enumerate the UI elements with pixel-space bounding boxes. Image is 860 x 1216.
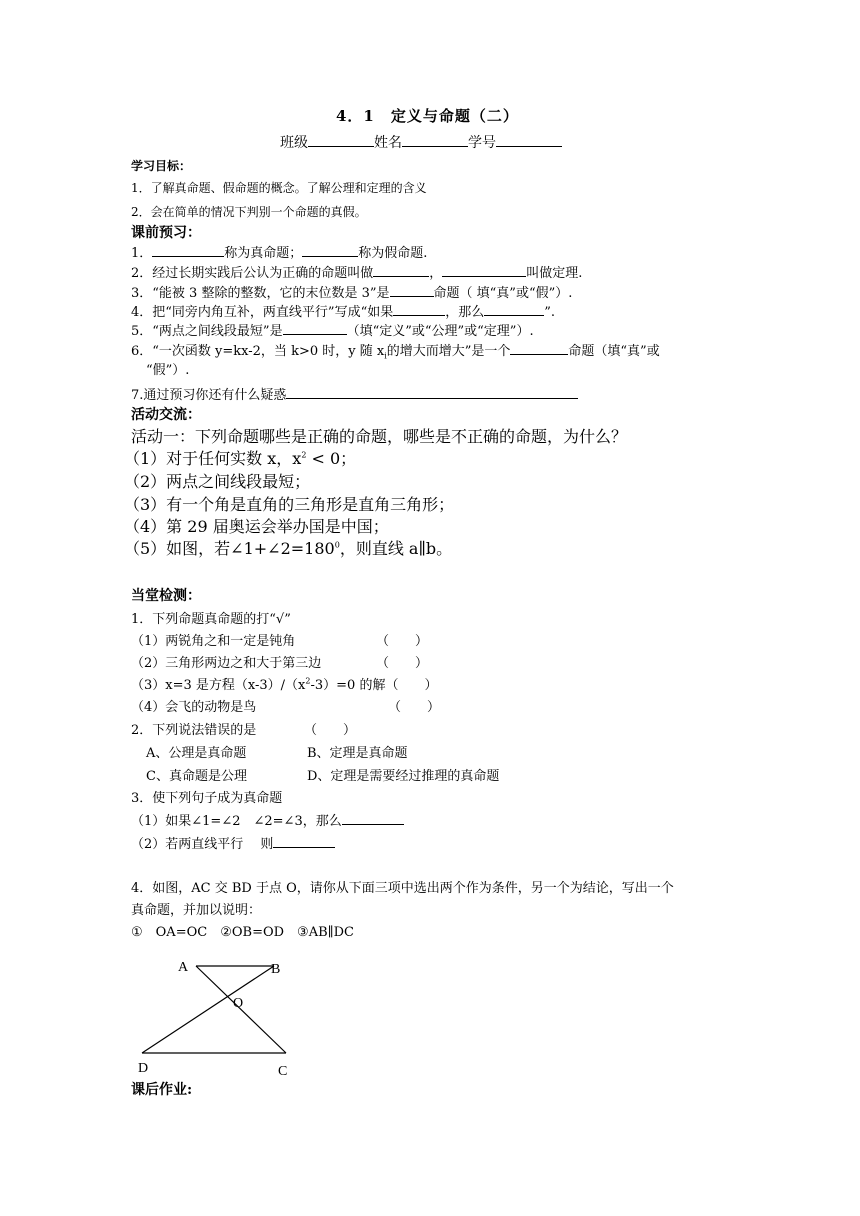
check-q2-option-a: A、公理是真命题 [146,746,247,761]
check-q4-line2: 真命题，并加以说明： [131,903,262,918]
preview-q3: 3．“能被 3 整除的整数，它的末位数是 3”是 命题（ 填“真”或“假”）. [131,286,573,301]
blank [373,264,429,277]
number-blank [496,134,562,147]
activity-item-3: （3）有一个角是直角的三角形是直角三角形； [124,495,455,514]
check-q4-options: ① OA=OC ②OB=OD ③AB∥DC [131,925,355,940]
check-q3-item-2: （2）若两直线平行 则 [131,833,335,852]
check-q2-option-d: D、定理是需要经过推理的真命题 [307,769,500,784]
blank [510,342,568,355]
check-q3-item-1: （1）如果∠1=∠2 ∠2=∠3，那么 [131,810,404,829]
preview-q5: 5．“两点之间线段最短”是 （填“定义”或“公理”或“定理”）. [131,324,534,339]
preview-q6: 6．“一次函数 y=kx-2，当 k>0 时，y 随 $x_i$的增大而增大”是一个 命题（填“真”或 [131,344,660,361]
activity-item-2: （2）两点之间线段最短； [124,472,311,491]
name-blank [402,134,468,147]
preview-heading: 课前预习： [131,225,201,241]
segment-bd [142,966,274,1053]
check-q2: 2．下列说法错误的是 [131,723,257,738]
blank [283,322,347,335]
label-a: A [178,960,189,975]
activity-item-5: （5）如图，若$\angle 1+\angle 2=180^0$，则直线 a∥b。 [124,539,453,558]
label-d: D [138,1061,149,1076]
check-q1-item-2-paren: （ ） [376,656,429,671]
preview-q7: 7.通过预习你还有什么疑惑 [131,384,578,403]
check-q1-item-1-paren: （ ） [376,634,429,649]
label-o: O [233,996,244,1011]
check-q1-item-1: （1）两锐角之和一定是钝角 [131,634,296,649]
blank [393,303,445,316]
homework-heading: 课后作业: [131,1082,193,1098]
check-q2-paren: （ ） [304,723,357,738]
check-q3: 3．使下列句子成为真命题 [131,791,283,806]
geometry-figure [130,952,310,1082]
page-title: 4．1 定义与命题（二） [336,107,519,125]
check-q1-item-4: （4）会飞的动物是鸟 [131,700,257,715]
class-blank [308,134,374,147]
preview-q4: 4．把“同旁内角互补，两直线平行”写成“如果 ，那么 ”. [131,305,556,320]
preview-q6-cont: “假”）. [146,363,190,378]
check-heading: 当堂检测： [131,588,201,604]
check-q4-line1: 4．如图，AC 交 BD 于点 O，请你从下面三项中选出两个作为条件，另一个为结论，写出一个 [131,881,674,896]
check-q2-option-b: B、定理是真命题 [307,746,408,761]
preview-q1: 1． 称为真命题； 称为假命题. [131,246,428,261]
activity-intro: 活动一：下列命题哪些是正确的命题，哪些是不正确的命题，为什么？ [131,427,628,446]
check-q1: 1．下列命题真命题的打“√” [131,612,291,627]
activity-heading: 活动交流： [131,407,201,423]
blank [390,284,434,297]
name-label: 姓名 [374,135,402,151]
goals-heading: 学习目标： [131,159,192,173]
blank [302,244,358,257]
goal-item-1: 1．了解真命题、假命题的概念。了解公理和定理的含义 [131,181,427,195]
blank [342,812,404,825]
blank [273,835,335,848]
label-c: C [278,1064,288,1079]
check-q1-item-3: （3）x=3 是方程$(x-3)/(x^2-3)=0$ 的解（ ） [131,676,438,693]
blank [442,264,526,277]
activity-item-4: （4）第 29 届奥运会举办国是中国； [124,517,389,536]
blank [484,303,544,316]
check-q2-option-c: C、真命题是公理 [146,769,247,784]
preview-q2: 2．经过长期实践后公认为正确的命题叫做 ， 叫做定理. [131,266,583,281]
goal-item-2: 2．会在简单的情况下判别一个命题的真假。 [131,205,367,219]
check-q1-item-2: （2）三角形两边之和大于第三边 [131,656,322,671]
student-info-line [280,132,562,152]
class-label: 班级 [280,135,308,151]
activity-item-1: （1）对于任何实数 x，$x^2 < 0$； [124,449,357,468]
number-label: 学号 [468,135,496,151]
check-q1-item-4-paren: （ ） [388,700,441,715]
label-b: B [271,962,281,977]
blank [152,244,224,257]
blank [286,386,578,399]
